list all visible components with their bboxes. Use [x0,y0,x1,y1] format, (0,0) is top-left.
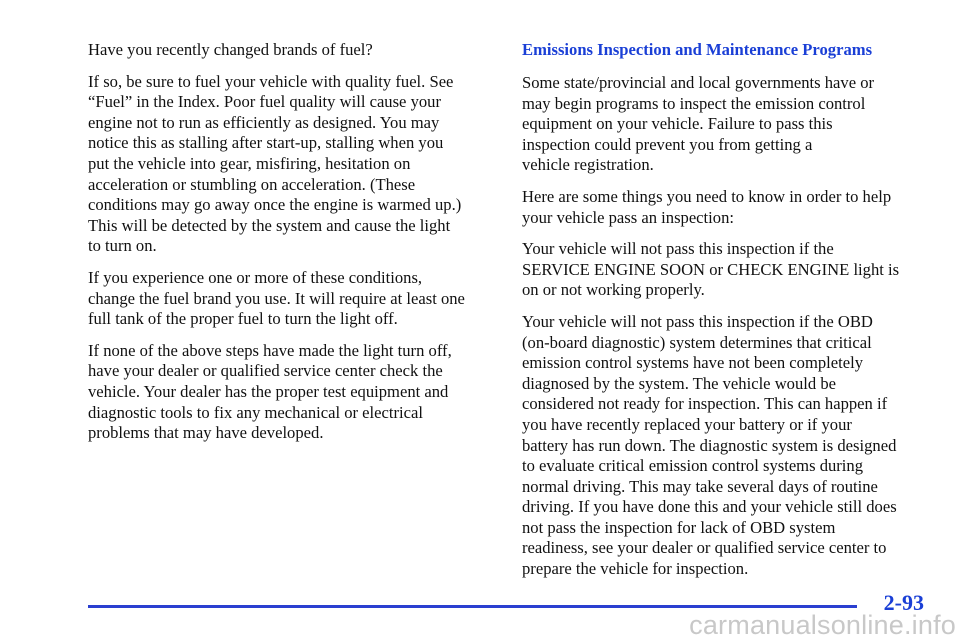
text-line: conditions may go away once the engine is warmed up.) [88,195,462,215]
text-line: inspection could prevent you from getting a [522,134,813,154]
right-column [522,40,927,591]
text-line: problems that may have developed. [88,423,324,443]
text-line: you have recently replaced your battery or if your [522,414,852,434]
text-line: vehicle. Your dealer has the proper test equipment and [88,381,449,401]
text-line: not pass the inspection for lack of OBD system [522,517,836,537]
text-line: (on-board diagnostic) system determines that critical [522,332,872,352]
text-line: to turn on. [88,236,157,256]
text-line: have your dealer or qualified service center check the [88,361,443,381]
text-line: on or not working properly. [522,280,705,300]
text-line: put the vehicle into gear, misfiring, hesitation on [88,153,411,173]
text-line: change the fuel brand you use. It will require at least one [88,288,465,308]
text-line: driving. If you have done this and your vehicle still does [522,497,897,517]
text-line: Here are some things you need to know in order to help [522,186,892,206]
text-line: readiness, see your dealer or qualified service center to [522,538,887,558]
text-line: acceleration or stumbling on acceleration. (These [88,174,416,194]
text-line: engine not to run as efficiently as designed. You may [88,112,440,132]
text-line: equipment on your vehicle. Failure to pass this [522,114,833,134]
paragraph [522,312,927,580]
text-line: If you experience one or more of these conditions, [88,267,423,287]
paragraph [88,341,493,444]
text-line: vehicle registration. [522,155,654,175]
text-line: If none of the above steps have made the light turn off, [88,340,452,360]
paragraph [88,40,493,61]
text-line: Your vehicle will not pass this inspection if the [522,239,834,259]
text-line: battery has run down. The diagnostic system is designed [522,435,897,455]
text-line: diagnosed by the system. The vehicle would be [522,373,836,393]
text-line: normal driving. This may take several days of routine [522,476,878,496]
text-line: Have you recently changed brands of fuel? [88,40,373,59]
text-line: full tank of the proper fuel to turn the light off. [88,309,398,329]
text-line: to evaluate critical emission control systems during [522,456,864,476]
text-line: notice this as stalling after start-up, stalling when you [88,133,444,153]
footer-divider [88,605,857,608]
text-line: your vehicle pass an inspection: [522,207,734,227]
text-line: If so, be sure to fuel your vehicle with quality fuel. See [88,71,454,91]
text-line: may begin programs to inspect the emission control [522,93,866,113]
text-line: emission control systems have not been completely [522,353,864,373]
left-column [88,40,493,455]
text-line: “Fuel” in the Index. Poor fuel quality will cause your [88,92,441,112]
paragraph [522,73,927,176]
text-line: Your vehicle will not pass this inspection if the OBD [522,311,873,331]
paragraph [88,268,493,330]
text-line: prepare the vehicle for inspection. [522,559,749,579]
paragraph [522,239,927,301]
text-line: Some state/provincial and local governments have or [522,73,875,92]
text-line: SERVICE ENGINE SOON or CHECK ENGINE light is [522,259,900,279]
text-line: considered not ready for inspection. This can happen if [522,394,888,414]
page-number: 2-93 [883,590,924,615]
paragraph [522,187,927,228]
section-heading: Emissions Inspection and Maintenance Programs [522,40,873,59]
text-line: This will be detected by the system and cause the light [88,215,451,235]
watermark: carmanualsonline.info [689,610,956,640]
text-line: diagnostic tools to fix any mechanical or electrical [88,402,423,422]
paragraph [88,72,493,257]
